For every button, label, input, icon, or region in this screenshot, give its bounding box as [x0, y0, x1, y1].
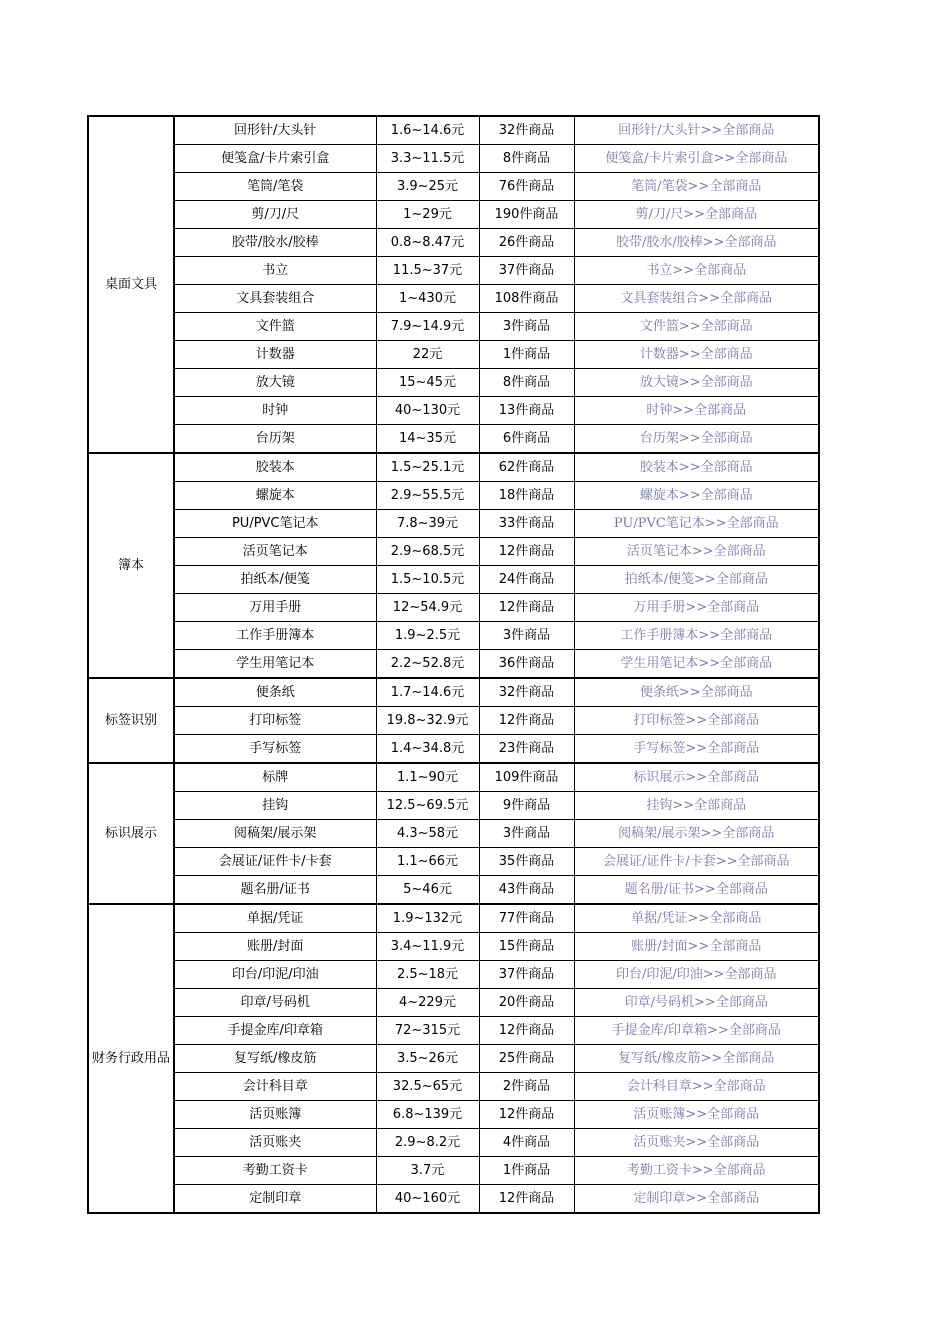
item-name-cell: 印章/号码机	[174, 989, 376, 1017]
all-products-link[interactable]: 手提金库/印章箱>>全部商品	[574, 1017, 819, 1045]
price-range-cell: 2.9~8.2元	[376, 1129, 479, 1157]
table-row	[88, 173, 819, 201]
all-products-link[interactable]: 账册/封面>>全部商品	[574, 933, 819, 961]
item-count-cell: 2件商品	[479, 1073, 574, 1101]
item-name-cell: 胶装本	[174, 453, 376, 482]
price-range-cell: 11.5~37元	[376, 257, 479, 285]
table-row	[88, 453, 819, 482]
item-count-cell: 37件商品	[479, 257, 574, 285]
item-name-cell: 打印标签	[174, 707, 376, 735]
item-count-cell: 4件商品	[479, 1129, 574, 1157]
table-row	[88, 397, 819, 425]
all-products-link[interactable]: 螺旋本>>全部商品	[574, 482, 819, 510]
all-products-link[interactable]: 便条纸>>全部商品	[574, 678, 819, 707]
item-count-cell: 108件商品	[479, 285, 574, 313]
all-products-link[interactable]: 剪/刀/尺>>全部商品	[574, 201, 819, 229]
all-products-link[interactable]: 笔筒/笔袋>>全部商品	[574, 173, 819, 201]
item-name-cell: 标牌	[174, 763, 376, 792]
category-cell: 桌面文具	[88, 116, 174, 453]
item-name-cell: 万用手册	[174, 594, 376, 622]
item-name-cell: 螺旋本	[174, 482, 376, 510]
item-name-cell: PU/PVC笔记本	[174, 510, 376, 538]
category-cell: 财务行政用品	[88, 904, 174, 1213]
item-name-cell: 活页账簿	[174, 1101, 376, 1129]
item-name-cell: 时钟	[174, 397, 376, 425]
price-range-cell: 5~46元	[376, 876, 479, 905]
table-row	[88, 1129, 819, 1157]
price-range-cell: 1~430元	[376, 285, 479, 313]
all-products-link[interactable]: 挂钩>>全部商品	[574, 792, 819, 820]
item-name-cell: 回形针/大头针	[174, 116, 376, 145]
table-row	[88, 707, 819, 735]
category-cell: 标签识别	[88, 678, 174, 763]
table-row	[88, 735, 819, 764]
price-range-cell: 1.6~14.6元	[376, 116, 479, 145]
all-products-link[interactable]: 文具套装组合>>全部商品	[574, 285, 819, 313]
all-products-link[interactable]: 台历架>>全部商品	[574, 425, 819, 454]
item-name-cell: 单据/凭证	[174, 904, 376, 933]
table-row	[88, 989, 819, 1017]
price-range-cell: 12~54.9元	[376, 594, 479, 622]
item-count-cell: 1件商品	[479, 341, 574, 369]
item-count-cell: 6件商品	[479, 425, 574, 454]
price-range-cell: 32.5~65元	[376, 1073, 479, 1101]
item-name-cell: 放大镜	[174, 369, 376, 397]
item-name-cell: 便条纸	[174, 678, 376, 707]
all-products-link[interactable]: 会展证/证件卡/卡套>>全部商品	[574, 848, 819, 876]
all-products-link[interactable]: 拍纸本/便笺>>全部商品	[574, 566, 819, 594]
item-count-cell: 3件商品	[479, 313, 574, 341]
all-products-link[interactable]: 活页账夹>>全部商品	[574, 1129, 819, 1157]
table-row	[88, 1157, 819, 1185]
item-count-cell: 15件商品	[479, 933, 574, 961]
table-body	[88, 116, 819, 1213]
item-name-cell: 书立	[174, 257, 376, 285]
all-products-link[interactable]: 阅稿架/展示架>>全部商品	[574, 820, 819, 848]
all-products-link[interactable]: 复写纸/橡皮筋>>全部商品	[574, 1045, 819, 1073]
item-count-cell: 13件商品	[479, 397, 574, 425]
table-row	[88, 594, 819, 622]
table-row	[88, 285, 819, 313]
item-count-cell: 12件商品	[479, 1101, 574, 1129]
table-row	[88, 933, 819, 961]
all-products-link[interactable]: 工作手册簿本>>全部商品	[574, 622, 819, 650]
price-range-cell: 1.9~132元	[376, 904, 479, 933]
table-row	[88, 820, 819, 848]
price-range-cell: 1.9~2.5元	[376, 622, 479, 650]
item-count-cell: 35件商品	[479, 848, 574, 876]
table-row	[88, 1185, 819, 1214]
item-name-cell: 考勤工资卡	[174, 1157, 376, 1185]
table-row	[88, 566, 819, 594]
price-range-cell: 4.3~58元	[376, 820, 479, 848]
item-count-cell: 33件商品	[479, 510, 574, 538]
category-cell: 标识展示	[88, 763, 174, 904]
item-count-cell: 62件商品	[479, 453, 574, 482]
table-row	[88, 876, 819, 905]
table-row	[88, 848, 819, 876]
price-range-cell: 12.5~69.5元	[376, 792, 479, 820]
price-range-cell: 2.9~55.5元	[376, 482, 479, 510]
table-row	[88, 961, 819, 989]
product-category-table	[87, 115, 820, 1214]
item-count-cell: 18件商品	[479, 482, 574, 510]
all-products-link[interactable]: 会计科目章>>全部商品	[574, 1073, 819, 1101]
table-row	[88, 369, 819, 397]
all-products-link[interactable]: 打印标签>>全部商品	[574, 707, 819, 735]
item-count-cell: 20件商品	[479, 989, 574, 1017]
all-products-link[interactable]: 标识展示>>全部商品	[574, 763, 819, 792]
item-name-cell: 会展证/证件卡/卡套	[174, 848, 376, 876]
price-range-cell: 7.8~39元	[376, 510, 479, 538]
price-range-cell: 1.4~34.8元	[376, 735, 479, 764]
all-products-link[interactable]: 计数器>>全部商品	[574, 341, 819, 369]
table-row	[88, 1017, 819, 1045]
price-range-cell: 1~29元	[376, 201, 479, 229]
table-row	[88, 145, 819, 173]
price-range-cell: 1.5~25.1元	[376, 453, 479, 482]
table-row	[88, 257, 819, 285]
item-name-cell: 活页账夹	[174, 1129, 376, 1157]
item-count-cell: 77件商品	[479, 904, 574, 933]
item-count-cell: 12件商品	[479, 1017, 574, 1045]
price-range-cell: 2.9~68.5元	[376, 538, 479, 566]
table-row	[88, 482, 819, 510]
item-count-cell: 76件商品	[479, 173, 574, 201]
price-range-cell: 7.9~14.9元	[376, 313, 479, 341]
item-count-cell: 32件商品	[479, 116, 574, 145]
item-count-cell: 12件商品	[479, 594, 574, 622]
price-range-cell: 40~160元	[376, 1185, 479, 1214]
item-count-cell: 12件商品	[479, 707, 574, 735]
item-name-cell: 挂钩	[174, 792, 376, 820]
item-count-cell: 3件商品	[479, 820, 574, 848]
item-name-cell: 文件篮	[174, 313, 376, 341]
all-products-link[interactable]: 印章/号码机>>全部商品	[574, 989, 819, 1017]
table-row	[88, 622, 819, 650]
price-range-cell: 1.5~10.5元	[376, 566, 479, 594]
all-products-link[interactable]: 回形针/大头针>>全部商品	[574, 116, 819, 145]
item-count-cell: 26件商品	[479, 229, 574, 257]
price-range-cell: 1.1~90元	[376, 763, 479, 792]
item-name-cell: 剪/刀/尺	[174, 201, 376, 229]
item-name-cell: 学生用笔记本	[174, 650, 376, 679]
price-range-cell: 3.3~11.5元	[376, 145, 479, 173]
table-row	[88, 341, 819, 369]
item-name-cell: 账册/封面	[174, 933, 376, 961]
all-products-link[interactable]: PU/PVC笔记本>>全部商品	[574, 510, 819, 538]
item-name-cell: 题名册/证书	[174, 876, 376, 905]
item-name-cell: 便笺盒/卡片索引盒	[174, 145, 376, 173]
item-name-cell: 手写标签	[174, 735, 376, 764]
all-products-link[interactable]: 活页笔记本>>全部商品	[574, 538, 819, 566]
table-row	[88, 792, 819, 820]
price-range-cell: 3.4~11.9元	[376, 933, 479, 961]
item-name-cell: 活页笔记本	[174, 538, 376, 566]
all-products-link[interactable]: 书立>>全部商品	[574, 257, 819, 285]
item-name-cell: 笔筒/笔袋	[174, 173, 376, 201]
all-products-link[interactable]: 学生用笔记本>>全部商品	[574, 650, 819, 679]
item-name-cell: 胶带/胶水/胶棒	[174, 229, 376, 257]
price-range-cell: 14~35元	[376, 425, 479, 454]
item-count-cell: 109件商品	[479, 763, 574, 792]
table-row	[88, 1045, 819, 1073]
item-count-cell: 3件商品	[479, 622, 574, 650]
price-range-cell: 40~130元	[376, 397, 479, 425]
price-range-cell: 2.2~52.8元	[376, 650, 479, 679]
price-range-cell: 3.5~26元	[376, 1045, 479, 1073]
price-range-cell: 6.8~139元	[376, 1101, 479, 1129]
item-count-cell: 8件商品	[479, 145, 574, 173]
item-name-cell: 定制印章	[174, 1185, 376, 1214]
all-products-link[interactable]: 单据/凭证>>全部商品	[574, 904, 819, 933]
table-row	[88, 510, 819, 538]
all-products-link[interactable]: 定制印章>>全部商品	[574, 1185, 819, 1214]
all-products-link[interactable]: 万用手册>>全部商品	[574, 594, 819, 622]
item-count-cell: 8件商品	[479, 369, 574, 397]
item-count-cell: 9件商品	[479, 792, 574, 820]
table-row	[88, 116, 819, 145]
all-products-link[interactable]: 活页账簿>>全部商品	[574, 1101, 819, 1129]
table-row	[88, 1073, 819, 1101]
all-products-link[interactable]: 文件篮>>全部商品	[574, 313, 819, 341]
item-name-cell: 计数器	[174, 341, 376, 369]
all-products-link[interactable]: 题名册/证书>>全部商品	[574, 876, 819, 905]
price-range-cell: 1.7~14.6元	[376, 678, 479, 707]
item-count-cell: 43件商品	[479, 876, 574, 905]
table-row	[88, 229, 819, 257]
item-count-cell: 24件商品	[479, 566, 574, 594]
price-range-cell: 22元	[376, 341, 479, 369]
table-row	[88, 904, 819, 933]
price-range-cell: 0.8~8.47元	[376, 229, 479, 257]
item-count-cell: 37件商品	[479, 961, 574, 989]
item-count-cell: 23件商品	[479, 735, 574, 764]
item-count-cell: 12件商品	[479, 538, 574, 566]
all-products-link[interactable]: 胶带/胶水/胶棒>>全部商品	[574, 229, 819, 257]
item-name-cell: 会计科目章	[174, 1073, 376, 1101]
table-row	[88, 425, 819, 454]
price-range-cell: 1.1~66元	[376, 848, 479, 876]
item-name-cell: 阅稿架/展示架	[174, 820, 376, 848]
item-count-cell: 36件商品	[479, 650, 574, 679]
table-row	[88, 1101, 819, 1129]
all-products-link[interactable]: 时钟>>全部商品	[574, 397, 819, 425]
all-products-link[interactable]: 便笺盒/卡片索引盒>>全部商品	[574, 145, 819, 173]
table-row	[88, 313, 819, 341]
item-count-cell: 12件商品	[479, 1185, 574, 1214]
table-row	[88, 201, 819, 229]
price-range-cell: 72~315元	[376, 1017, 479, 1045]
item-name-cell: 工作手册簿本	[174, 622, 376, 650]
price-range-cell: 2.5~18元	[376, 961, 479, 989]
item-count-cell: 1件商品	[479, 1157, 574, 1185]
price-range-cell: 15~45元	[376, 369, 479, 397]
item-name-cell: 手提金库/印章箱	[174, 1017, 376, 1045]
all-products-link[interactable]: 印台/印泥/印油>>全部商品	[574, 961, 819, 989]
price-range-cell: 3.7元	[376, 1157, 479, 1185]
item-count-cell: 32件商品	[479, 678, 574, 707]
item-count-cell: 190件商品	[479, 201, 574, 229]
price-range-cell: 3.9~25元	[376, 173, 479, 201]
all-products-link[interactable]: 手写标签>>全部商品	[574, 735, 819, 764]
all-products-link[interactable]: 考勤工资卡>>全部商品	[574, 1157, 819, 1185]
table-row	[88, 678, 819, 707]
item-name-cell: 复写纸/橡皮筋	[174, 1045, 376, 1073]
price-range-cell: 4~229元	[376, 989, 479, 1017]
table-row	[88, 763, 819, 792]
item-name-cell: 拍纸本/便笺	[174, 566, 376, 594]
table-row	[88, 650, 819, 679]
price-range-cell: 19.8~32.9元	[376, 707, 479, 735]
category-cell: 簿本	[88, 453, 174, 678]
item-name-cell: 印台/印泥/印油	[174, 961, 376, 989]
all-products-link[interactable]: 放大镜>>全部商品	[574, 369, 819, 397]
item-name-cell: 台历架	[174, 425, 376, 454]
table-row	[88, 538, 819, 566]
item-count-cell: 25件商品	[479, 1045, 574, 1073]
item-name-cell: 文具套装组合	[174, 285, 376, 313]
all-products-link[interactable]: 胶装本>>全部商品	[574, 453, 819, 482]
